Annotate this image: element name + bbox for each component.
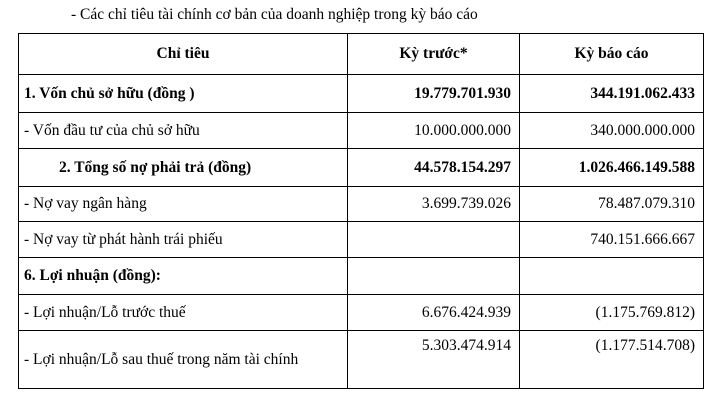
row-current-value: (1.177.514.708) [520, 331, 704, 389]
row-previous-value: 3.699.739.026 [348, 187, 520, 222]
row-label: 6. Lợi nhuận (đồng): [19, 258, 348, 295]
table-row [19, 149, 704, 187]
row-previous-value [348, 222, 520, 258]
table-row [19, 187, 704, 222]
header-reporting-period: Kỳ báo cáo [520, 34, 704, 75]
row-label: - Lợi nhuận/Lỗ trước thuế [19, 295, 348, 331]
row-current-value: 1.026.466.149.588 [520, 149, 704, 187]
row-previous-value: 5.303.474.914 [348, 331, 520, 389]
table-row [19, 75, 704, 113]
row-current-value [520, 258, 704, 295]
row-label: - Nợ vay từ phát hành trái phiếu [19, 222, 348, 258]
header-indicator: Chỉ tiêu [19, 34, 348, 75]
row-label: - Vốn đầu tư của chủ sở hữu [19, 113, 348, 149]
table-row [19, 258, 704, 295]
row-current-value: 740.151.666.667 [520, 222, 704, 258]
row-current-value: 340.000.000.000 [520, 113, 704, 149]
table-header-row [19, 34, 704, 75]
table-row [19, 295, 704, 331]
row-current-value: 344.191.062.433 [520, 75, 704, 113]
table-row [19, 331, 704, 389]
row-previous-value: 10.000.000.000 [348, 113, 520, 149]
row-label: 1. Vốn chủ sở hữu (đồng ) [19, 75, 348, 113]
row-previous-value: 44.578.154.297 [348, 149, 520, 187]
table-row [19, 113, 704, 149]
financial-indicators-table [18, 33, 704, 389]
row-label: 2. Tổng số nợ phải trả (đồng) [19, 149, 348, 187]
table-row [19, 222, 704, 258]
row-current-value: (1.175.769.812) [520, 295, 704, 331]
row-previous-value [348, 258, 520, 295]
row-previous-value: 6.676.424.939 [348, 295, 520, 331]
row-label: - Lợi nhuận/Lỗ sau thuế trong năm tài chính [19, 331, 348, 389]
table-caption: - Các chỉ tiêu tài chính cơ bản của doanh nghiệp trong kỳ báo cáo [71, 6, 478, 23]
row-current-value: 78.487.079.310 [520, 187, 704, 222]
row-label: - Nợ vay ngân hàng [19, 187, 348, 222]
row-previous-value: 19.779.701.930 [348, 75, 520, 113]
header-previous-period: Kỳ trước* [348, 34, 520, 75]
